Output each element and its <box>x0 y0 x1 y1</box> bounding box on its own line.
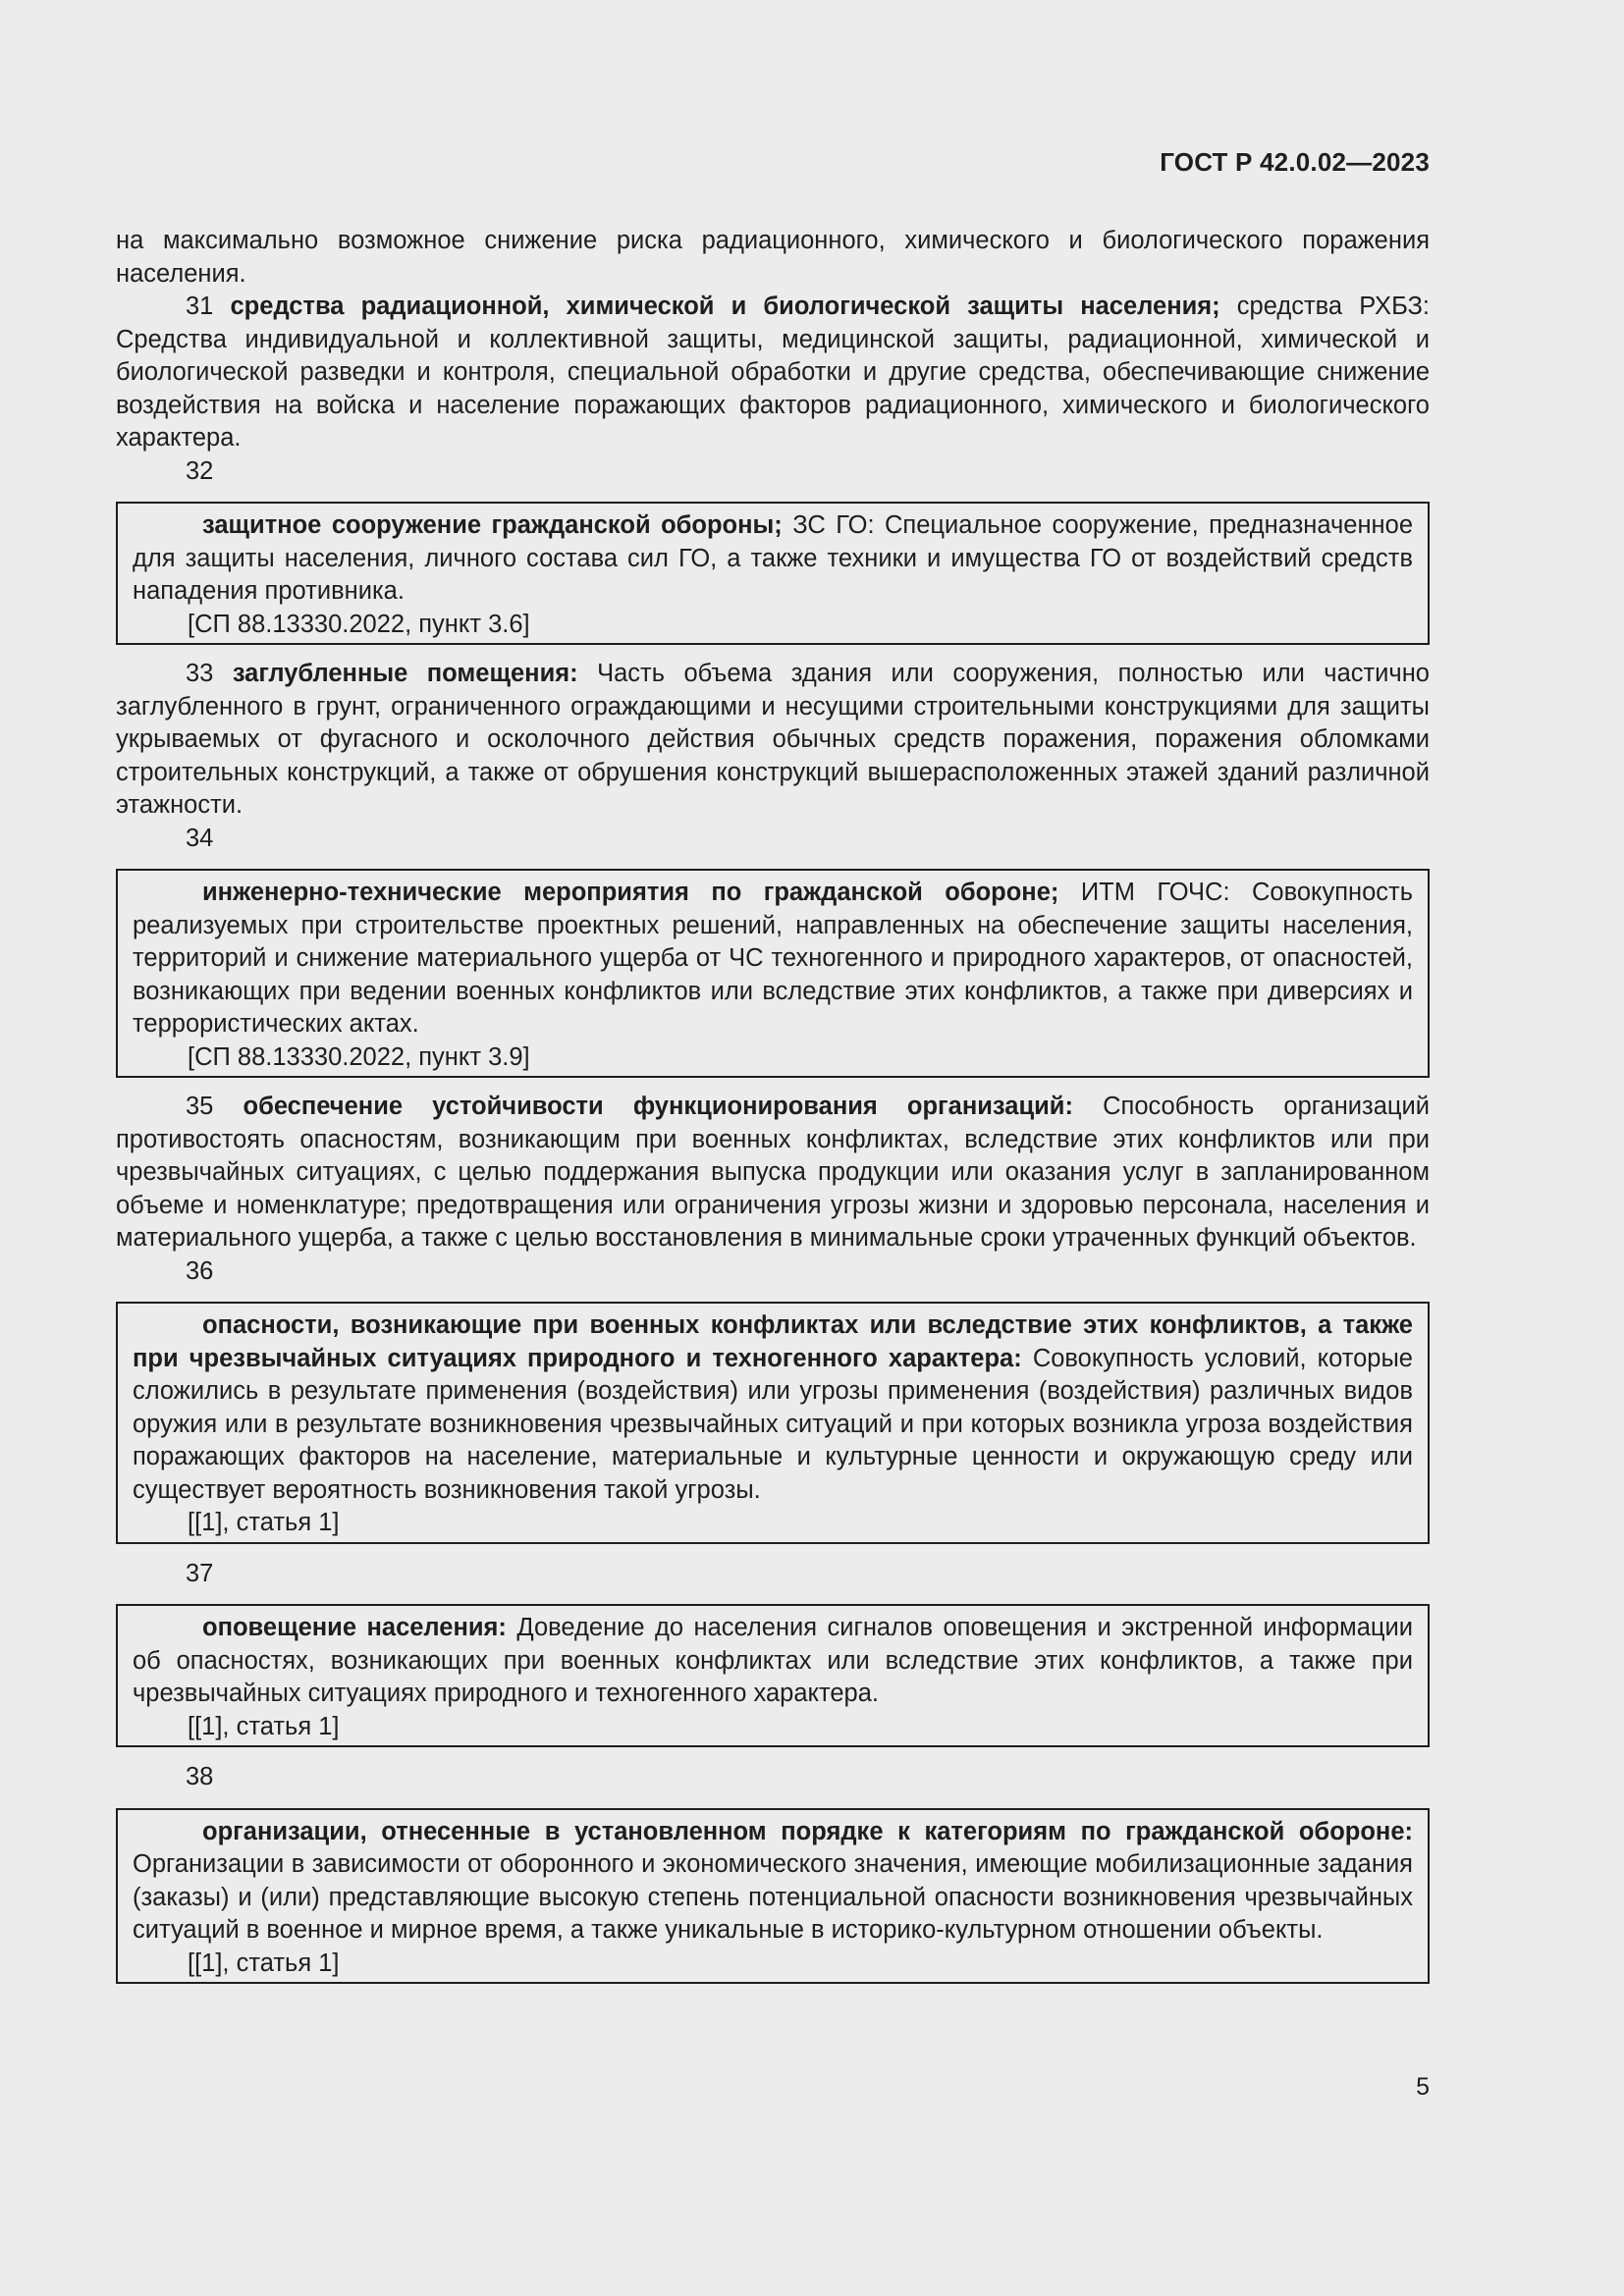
term-number: 33 <box>186 660 214 687</box>
term-36 <box>133 1309 1413 1507</box>
term-number-36: 36 <box>186 1256 214 1285</box>
term-box-34 <box>116 869 1430 1078</box>
term-number-32: 32 <box>186 456 214 485</box>
term-32 <box>133 509 1413 609</box>
term-name: средства радиационной, химической и биологической защиты населения; <box>230 293 1220 320</box>
term-definition: ЗС ГО: Специальное сооружение, предназначенное для защиты населения, личного состава сил ГО, а также техники и имущества ГО от воздействий средств нападения противника. <box>133 511 1414 605</box>
page-number: 5 <box>1416 2073 1430 2101</box>
term-name: инженерно-технические мероприятия по гражданской обороне; <box>202 879 1059 906</box>
term-name: оповещение населения: <box>202 1614 507 1641</box>
term-number-34: 34 <box>186 824 214 852</box>
term-name: опасности, возникающие при военных конфликтах или вследствие этих конфликтов, а также при чрезвычайных ситуациях природного и техногенного характера: <box>133 1311 1413 1372</box>
term-number-38: 38 <box>186 1763 214 1790</box>
term-31 <box>116 291 1430 455</box>
document-body <box>116 225 1430 1997</box>
term-34 <box>133 877 1413 1041</box>
term-definition: Способность организаций противостоять опасностям, возникающим при военных конфликтах, вследствие этих конфликтов или при чрезвычайных ситуациях, с целью поддержания выпуска продукции или оказания услуг в запланированном объеме и номенклатуре; предотвращения или ограничения угрозы жизни и здоровью персонала, населения и материального ущерба, а также с целью восстановления в минимальные сроки утраченных функций объектов. <box>116 1093 1430 1252</box>
term-number: 31 <box>186 293 214 320</box>
term-definition: Доведение до населения сигналов оповещения и экстренной информации об опасностях, возникающих при военных конфликтах или вследствие этих конфликтов, а также при чрезвычайных ситуациях природного и техногенного характера. <box>133 1614 1413 1707</box>
term-name: защитное сооружение гражданской обороны; <box>202 511 783 539</box>
term-name: обеспечение устойчивости функционирования организаций: <box>243 1093 1073 1120</box>
term-name: заглубленные помещения: <box>232 660 578 687</box>
term-name: организации, отнесенные в установленном порядке к категориям по гражданской обороне: <box>202 1817 1413 1845</box>
term-reference: [[1], статья 1] <box>188 1949 340 1977</box>
term-reference: [СП 88.13330.2022, пункт 3.6] <box>188 610 530 638</box>
term-reference: [СП 88.13330.2022, пункт 3.9] <box>188 1042 530 1071</box>
term-definition: средства РХБЗ: Средства индивидуальной и коллективной защиты, медицинской защиты, радиационной, химической и биологической разведки и контроля, специальной обработки и другие средства, обеспечивающие снижение воздействия на войска и население поражающих факторов радиационного, химического и биологического характера. <box>116 293 1431 452</box>
term-33 <box>116 658 1430 823</box>
term-box-37 <box>116 1604 1430 1747</box>
term-definition: Совокупность условий, которые сложились в результате применения (воздействия) или угрозы применения (воздействия) различных видов оружия или в результате возникновения чрезвычайных ситуаций и при которых возникла угроза воздействия поражающих факторов на население, материальные и культурные ценности и окружающую среду или существует вероятность возникновения такой угрозы. <box>133 1344 1413 1504</box>
term-definition: ИТМ ГОЧС: Совокупность реализуемых при строительстве проектных решений, направленных на обеспечение защиты населения, территорий и снижение материального ущерба от ЧС техногенного и природного характеров, от опасностей, возникающих при ведении военных конфликтов или вследствие этих конфликтов, а также при диверсиях и террористических актах. <box>133 879 1414 1038</box>
term-reference: [[1], статья 1] <box>188 1712 340 1740</box>
term-definition: Часть объема здания или сооружения, полностью или частично заглубленного в грунт, ограниченного ограждающими и несущими строительными конструкциями для защиты укрываемых от фугасного и осколочного действия обычных средств поражения, поражения обломками строительных конструкций, а также от обрушения конструкций вышерасположенных этажей зданий различной этажности. <box>116 660 1430 819</box>
document-code: ГОСТ Р 42.0.02—2023 <box>1160 147 1430 177</box>
term-definition: Организации в зависимости от оборонного и экономического значения, имеющие мобилизационные задания (заказы) и (или) представляющие высокую степень потенциальной опасности возникновения чрезвычайных ситуаций в военное и мирное время, а также уникальные в историко-культурном отношении объекты. <box>133 1850 1413 1944</box>
term-box-36 <box>116 1302 1430 1544</box>
intro-paragraph: на максимально возможное снижение риска радиационного, химического и биологического поражения населения. <box>116 227 1430 288</box>
term-number: 35 <box>186 1093 214 1120</box>
term-37 <box>133 1612 1413 1711</box>
term-number-37: 37 <box>186 1559 214 1587</box>
term-reference: [[1], статья 1] <box>188 1509 340 1536</box>
term-box-32 <box>116 502 1430 645</box>
term-35 <box>116 1091 1430 1255</box>
term-38 <box>133 1816 1413 1948</box>
term-box-38 <box>116 1808 1430 1985</box>
